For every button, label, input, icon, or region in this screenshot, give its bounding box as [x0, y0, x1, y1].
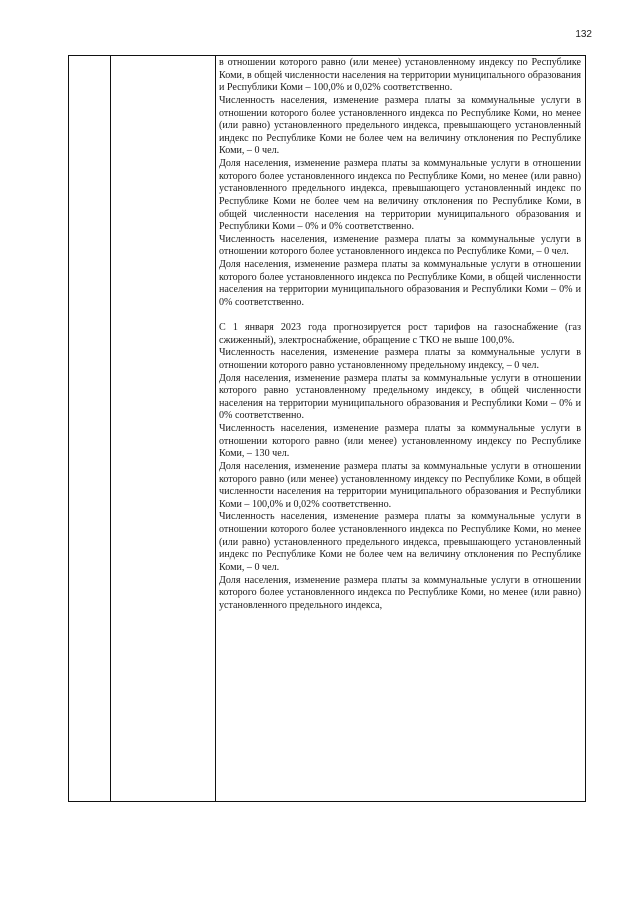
paragraph: в отношении которого равно (или менее) установленному индексу по Республике Коми, в общей численности населения на территории муниципального образования и Республики Коми – 100,0% и 0,02% соответственно. [219, 57, 581, 94]
table-cell-empty [111, 56, 216, 802]
paragraph: Доля населения, изменение размера платы за коммунальные услуги в отношении которого равно установленному предельному индексу, в общей численности населения на территории муниципального образования и Республики Коми – 0% и 0% соответственно. [219, 372, 581, 422]
table-cell-content [216, 56, 586, 802]
paragraph: Доля населения, изменение размера платы за коммунальные услуги в отношении которого более установленного индекса по Республике Коми, но менее (или равно) установленного предельного индекса, превышающего установленный индекс по Республике Коми не более чем на величину отклонения по Республике Коми, в общей численности населения на территории муниципального образования и Республики Коми – 0% и 0% соответственно. [219, 158, 581, 233]
page-number: 132 [575, 29, 592, 40]
paragraph: Доля населения, изменение размера платы за коммунальные услуги в отношении которого более установленного индекса по Республике Коми, в общей численности населения на территории муниципального образования и Республики Коми – 0% и 0% соответственно. [219, 259, 581, 308]
paragraph: С 1 января 2023 года прогнозируется рост тарифов на газоснабжение (газ сжиженный), электроснабжение, обращение с ТКО не выше 100,0%. [219, 322, 581, 346]
paragraph: Численность населения, изменение размера платы за коммунальные услуги в отношении которого более установленного индекса по Республике Коми, но менее (или равно) установленного предельного индекса, превышающего установленный индекс по Республике Коми не более чем на величину отклонения по Республике Коми, – 0 чел. [219, 511, 581, 573]
paragraph-spacer [219, 310, 581, 323]
table-cell-empty [69, 56, 111, 802]
table-row [69, 56, 586, 802]
paragraph: Доля населения, изменение размера платы за коммунальные услуги в отношении которого равно (или менее) установленному индексу по Республике Коми, в общей численности населения на территории муниципального образования и Республики Коми – 100,0% и 0,02% соответственно. [219, 460, 581, 510]
document-table [68, 55, 586, 802]
paragraph: Численность населения, изменение размера платы за коммунальные услуги в отношении которого более установленного индекса по Республике Коми, – 0 чел. [219, 233, 581, 258]
paragraph: Численность населения, изменение размера платы за коммунальные услуги в отношении которого более установленного индекса по Республике Коми, но менее (или равно) установленного предельного индекса, превышающего установленный индекс по Республике Коми не более чем на величину отклонения по Республике Коми, – 0 чел. [219, 94, 581, 157]
paragraph: Численность населения, изменение размера платы за коммунальные услуги в отношении которого равно установленному предельному индексу, – 0 чел. [219, 347, 581, 371]
paragraph: Численность населения, изменение размера платы за коммунальные услуги в отношении которого равно (или менее) установленному индексу по Республике Коми, – 130 чел. [219, 423, 581, 460]
paragraph: Доля населения, изменение размера платы за коммунальные услуги в отношении которого более установленного индекса по Республике Коми, но менее (или равно) установленного предельного индекса, [219, 574, 581, 611]
